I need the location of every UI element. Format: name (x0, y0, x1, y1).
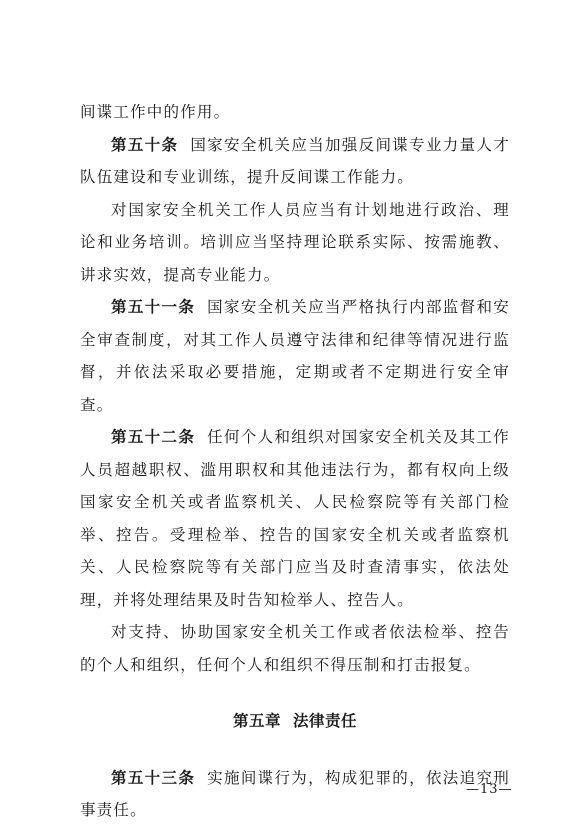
page-number: —13— (466, 782, 513, 797)
article-number: 第五十条 (111, 135, 179, 154)
article-text: 实施间谍行为，构成犯罪的，依法追究刑事责任。 (80, 768, 510, 819)
document-body (80, 96, 510, 827)
article-51 (80, 291, 510, 421)
article-text: 任何个人和组织对国家安全机关及其工作人员超越职权、滥用职权和其他违法行为，都有权向上级国家安全机关或者监察机关、人民检察院等有关部门检举、控告。受理检举、控告的国家安全机关或者监察机关、人民检察院等有关部门应当及时查清事实，依法处理，并将处理结果及时告知检举人、控告人。 (80, 428, 510, 609)
article-text: 国家安全机关应当加强反间谍专业力量人才队伍建设和专业训练，提升反间谍工作能力。 (80, 135, 510, 186)
article-number: 第五十二条 (111, 428, 196, 446)
chapter-title: 法律责任 (293, 712, 358, 730)
article-52 (80, 421, 510, 616)
chapter-heading (80, 705, 510, 738)
article-53 (80, 762, 510, 827)
paragraph-training: 对国家安全机关工作人员应当有计划地进行政治、理论和业务培训。培训应当坚持理论联系实际、按需施教、讲求实效，提高专业能力。 (80, 200, 510, 284)
paragraph-support: 对支持、协助国家安全机关工作或者依法检举、控告的个人和组织，任何个人和组织不得压制和打击报复。 (80, 623, 510, 674)
article-50 (80, 129, 510, 194)
paragraph-continuation: 间谍工作中的作用。 (80, 103, 231, 121)
article-number: 第五十一条 (111, 298, 196, 316)
chapter-number: 第五章 (232, 712, 281, 730)
article-text: 国家安全机关应当严格执行内部监督和安全审查制度，对其工作人员遵守法律和纪律等情况进行监督，并依法采取必要措施，定期或者不定期进行安全审查。 (80, 298, 510, 414)
article-number: 第五十三条 (111, 768, 196, 787)
